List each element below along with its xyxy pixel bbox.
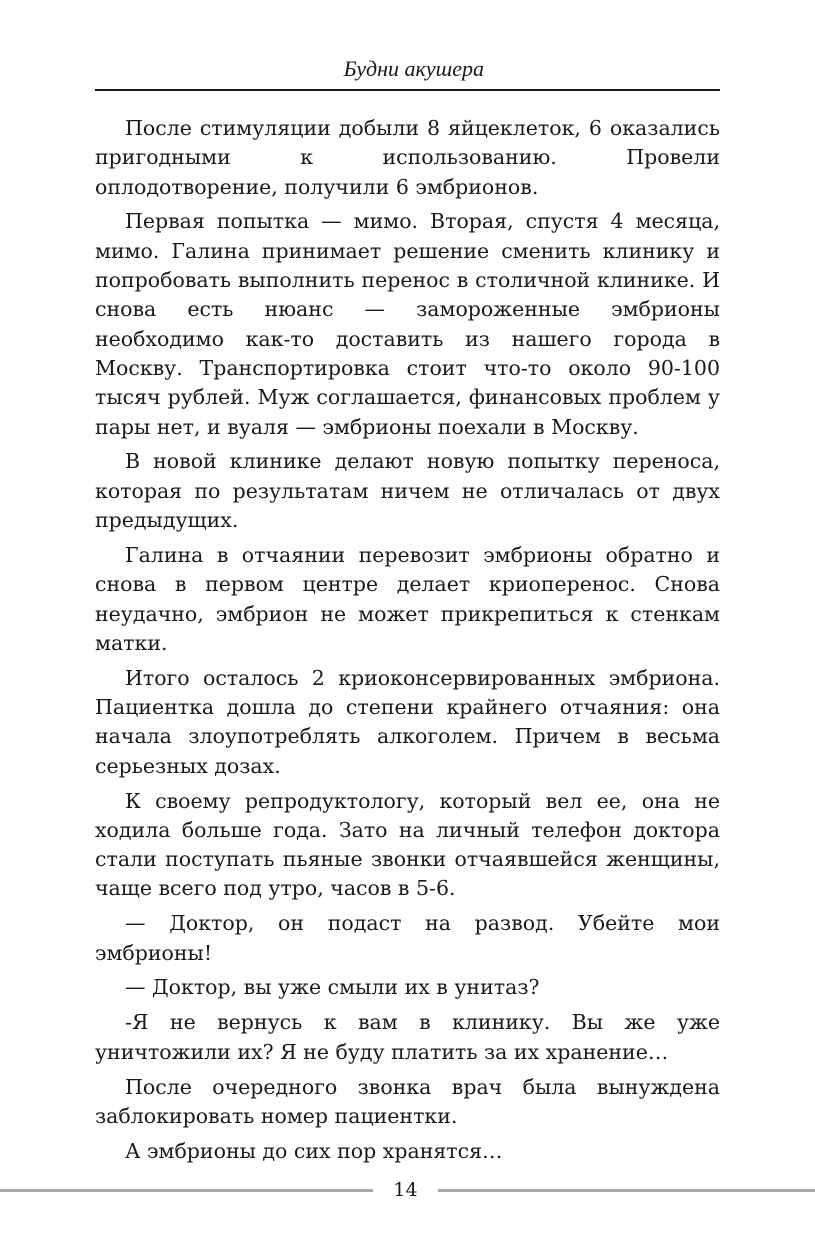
paragraph: К своему репродуктологу, который вел ее, она не ходила больше года. Зато на личный телефон доктора стали поступать пьяные звонки отчаявшейся женщины, чаще всего под утро, часов в 5-6. — [95, 788, 720, 901]
paragraph: После очередного звонка врач была вынуждена заблокировать номер пациентки. — [95, 1074, 720, 1128]
dialogue-line: — Доктор, вы уже смыли их в унитаз? — [125, 975, 540, 1000]
paragraph: А эмбрионы до сих пор хранятся… — [125, 1138, 503, 1163]
dialogue-line: — Доктор, он подаст на развод. Убейте мои эмбрионы! — [95, 911, 720, 965]
paragraph: В новой клинике делают новую попытку переноса, которая по результатам ничем не отличалась от двух предыдущих. — [95, 449, 720, 533]
page-number: 14 — [393, 1179, 418, 1201]
paragraph: Итого осталось 2 криоконсервированных эмбриона. Пациентка дошла до степени крайнего отчаяния: она начала злоупотреблять алкоголем. Причем в весьма серьезных дозах. — [95, 665, 720, 778]
footer-rule-left — [0, 1189, 373, 1192]
footer-rule-right — [438, 1189, 815, 1192]
body-text — [95, 114, 720, 1172]
paragraph: Галина в отчаянии перевозит эмбрионы обратно и снова в первом центре делает криоперенос. Снова неудачно, эмбрион не может прикрепиться к стенкам матки. — [95, 542, 720, 655]
dialogue-line: -Я не вернусь к вам в клинику. Вы же уже уничтожили их? Я не буду платить за их хранение… — [95, 1010, 720, 1064]
running-head-text: Будни акушера — [343, 56, 484, 81]
running-head — [95, 56, 720, 82]
paragraph: Первая попытка — мимо. Вторая, спустя 4 месяца, мимо. Галина принимает решение сменить клинику и попробовать выполнить перенос в столичной клинике. И снова есть нюанс — замороженные эмбрионы необходимо как-то доставить из нашего города в Москву. Транспортировка стоит что-то около 90-100 тысяч рублей. Муж соглашается, финансовых проблем у пары нет, и вуаля — эмбрионы поехали в Москву. — [95, 209, 720, 439]
paragraph: После стимуляции добыли 8 яйцеклеток, 6 оказались пригодными к использованию. Провели оплодотворение, получили 6 эмбрионов. — [95, 116, 720, 199]
header-rule — [95, 89, 720, 91]
